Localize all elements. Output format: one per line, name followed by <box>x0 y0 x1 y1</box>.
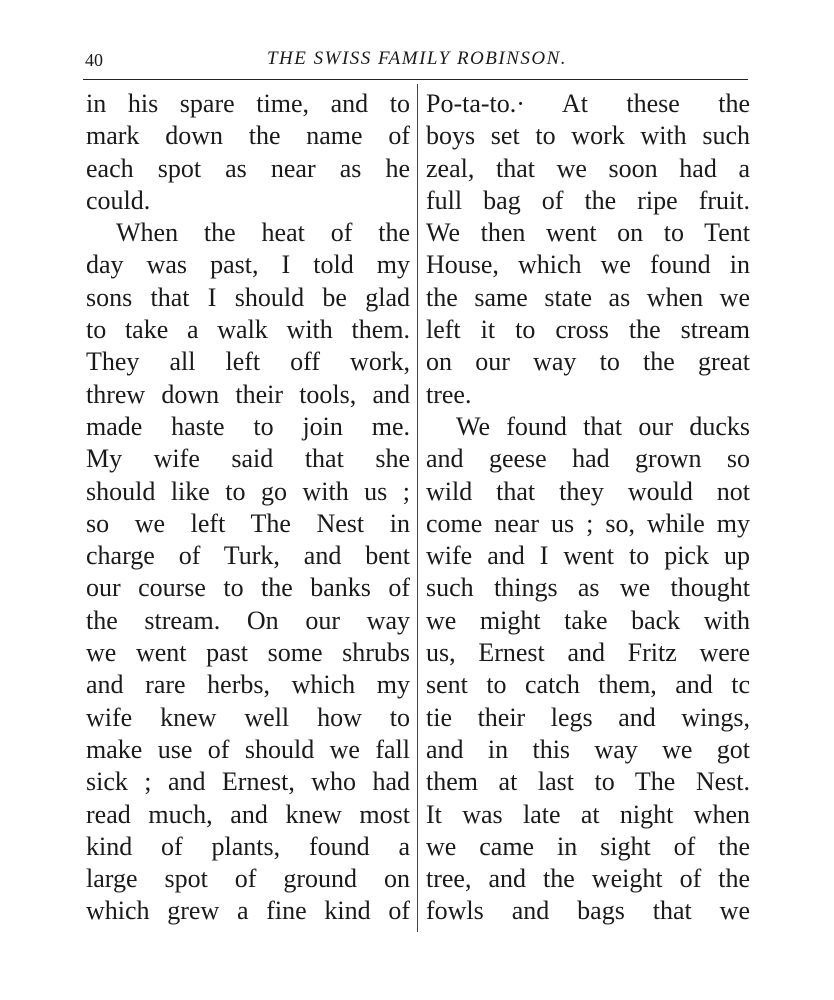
text-line: When the heat of the <box>116 218 410 248</box>
text-line: tree, and the weight of the <box>426 864 750 894</box>
text-line: Po-ta-to.· At these the <box>426 89 750 118</box>
text-line: them at last to The Nest. <box>426 767 750 797</box>
text-line: House, which we found in <box>426 250 750 280</box>
text-line: each spot as near as he <box>86 153 410 183</box>
column-divider <box>417 84 418 932</box>
text-line: mark down the name of <box>86 121 410 151</box>
text-line: We then went on to Tent <box>426 218 750 248</box>
text-line: our course to the banks of <box>86 573 410 603</box>
text-line: left it to cross the stream <box>426 315 750 345</box>
text-line: day was past, I told my <box>86 250 410 280</box>
text-line: we came in sight of the <box>426 831 750 861</box>
text-line: in his spare time, and to <box>86 89 410 118</box>
text-line: which grew a fine kind of <box>86 896 410 926</box>
text-line: wife knew well how to <box>86 702 410 732</box>
text-line: wife and I went to pick up <box>426 541 750 571</box>
text-line: we went past some shrubs <box>86 638 410 668</box>
text-line: threw down their tools, and <box>86 379 410 409</box>
text-line: My wife said that she <box>86 444 410 474</box>
text-line: wild that they would not <box>426 476 750 506</box>
text-line: boys set to work with such <box>426 121 750 151</box>
text-line: and in this way we got <box>426 734 750 764</box>
page-number: 40 <box>85 50 103 70</box>
right-column <box>426 88 750 928</box>
text-line: sick ; and Ernest, who had <box>86 767 410 797</box>
text-line: on our way to the great <box>426 347 750 377</box>
text-line: should like to go with us ; <box>86 476 410 506</box>
text-line: fowls and bags that we <box>426 896 750 926</box>
text-line: could. <box>86 185 151 215</box>
text-line: large spot of ground on <box>86 864 410 894</box>
text-line: read much, and knew most <box>86 799 410 829</box>
running-title: THE SWISS FAMILY ROBINSON. <box>266 48 568 69</box>
text-line: us, Ernest and Fritz were <box>426 638 750 668</box>
text-line: come near us ; so, while my <box>426 508 750 538</box>
text-line: sons that I should be glad <box>86 282 410 312</box>
text-line: to take a walk with them. <box>86 315 410 345</box>
left-column <box>86 88 410 928</box>
text-line: tree. <box>426 379 472 409</box>
text-line: zeal, that we soon had a <box>426 153 750 183</box>
text-line: the stream. On our way <box>86 605 410 635</box>
text-line: We found that our ducks <box>456 411 750 441</box>
text-line: made haste to join me. <box>86 411 410 441</box>
text-line: It was late at night when <box>426 799 750 829</box>
header-rule <box>83 79 748 80</box>
text-line: we might take back with <box>426 605 750 635</box>
text-line: sent to catch them, and tc <box>426 670 750 700</box>
text-line: make use of should we fall <box>86 734 410 764</box>
text-line: and rare herbs, which my <box>86 670 410 700</box>
text-line: full bag of the ripe fruit. <box>426 185 750 215</box>
text-line: and geese had grown so <box>426 444 750 474</box>
text-line: They all left off work, <box>86 347 410 377</box>
text-line: the same state as when we <box>426 282 750 312</box>
text-line: so we left The Nest in <box>86 508 410 538</box>
text-line: tie their legs and wings, <box>426 702 750 732</box>
text-line: kind of plants, found a <box>86 831 410 861</box>
text-line: charge of Turk, and bent <box>86 541 410 571</box>
text-line: such things as we thought <box>426 573 750 603</box>
